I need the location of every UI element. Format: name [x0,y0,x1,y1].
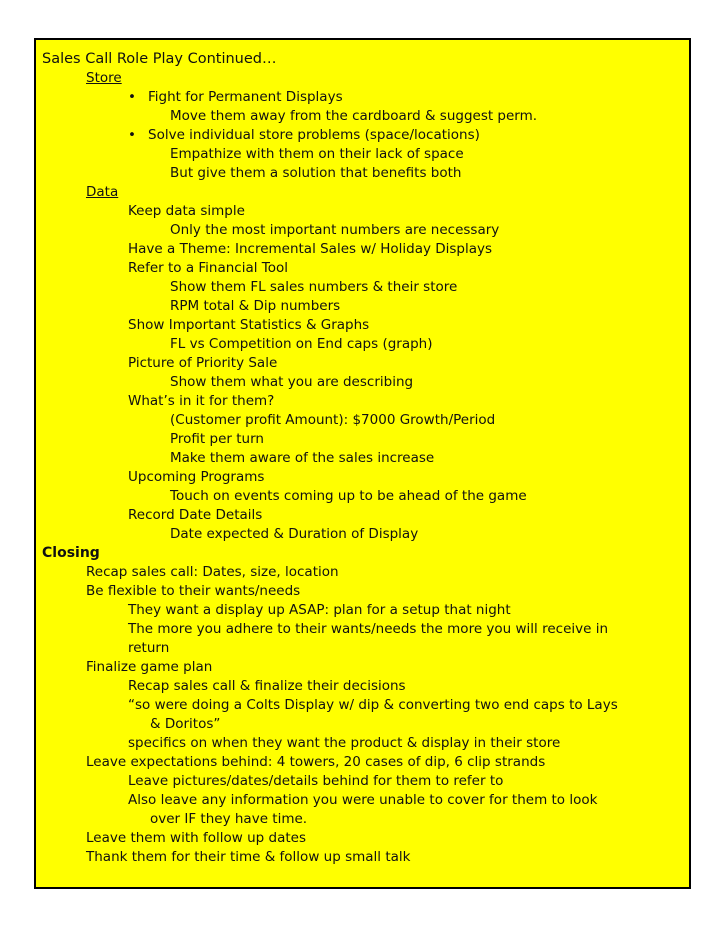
data-item: Have a Theme: Incremental Sales w/ Holiday Displays [128,241,493,257]
store-bullet-2 [42,126,689,145]
closing-item: Finalize game plan [86,659,213,675]
data-item: Date expected & Duration of Display [170,526,419,542]
data-item: Picture of Priority Sale [128,355,278,371]
data-item: Show them what you are describing [170,374,414,390]
closing-item: They want a display up ASAP: plan for a setup that night [128,602,511,618]
store-heading-text: Store [86,70,122,86]
data-item: Profit per turn [170,431,264,447]
store-bullet-1-sub: Move them away from the cardboard & suggest perm. [170,108,538,124]
closing-item: Be flexible to their wants/needs [86,583,301,599]
data-heading [42,183,689,202]
store-bullet-2-sub-2: But give them a solution that benefits both [170,165,462,181]
closing-item: over IF they have time. [150,811,308,827]
store-bullet-2-text: Solve individual store problems (space/locations) [148,127,480,143]
bullet-icon: • [128,127,136,143]
closing-item: Also leave any information you were unable to cover for them to look [128,792,598,808]
closing-item: Recap sales call & finalize their decisions [128,678,406,694]
data-item: Record Date Details [128,507,263,523]
data-item: What’s in it for them? [128,393,275,409]
data-heading-text: Data [86,184,119,200]
data-item: Show Important Statistics & Graphs [128,317,370,333]
closing-item: return [128,640,170,656]
store-bullet-1 [42,88,689,107]
store-bullet-2-sub-1: Empathize with them on their lack of space [170,146,464,162]
closing-item: Leave expectations behind: 4 towers, 20 cases of dip, 6 clip strands [86,754,546,770]
closing-item: Recap sales call: Dates, size, location [86,564,339,580]
data-item: (Customer profit Amount): $7000 Growth/Period [170,412,496,428]
bullet-icon: • [128,89,136,105]
closing-item: “so were doing a Colts Display w/ dip & converting two end caps to Lays [128,697,618,713]
data-item: Touch on events coming up to be ahead of the game [170,488,527,504]
data-item: Only the most important numbers are necessary [170,222,500,238]
closing-item: Leave them with follow up dates [86,830,306,846]
closing-item: The more you adhere to their wants/needs the more you will receive in [128,621,609,637]
data-item: Show them FL sales numbers & their store [170,279,458,295]
data-item: Keep data simple [128,203,245,219]
store-bullet-1-text: Fight for Permanent Displays [148,89,343,105]
closing-item: & Doritos” [150,716,221,732]
data-item: Make them aware of the sales increase [170,450,435,466]
store-heading [42,69,689,88]
data-item: FL vs Competition on End caps (graph) [170,336,433,352]
closing-item: specifics on when they want the product & display in their store [128,735,561,751]
closing-item: Thank them for their time & follow up small talk [86,849,411,865]
data-item: Upcoming Programs [128,469,265,485]
document-page [34,38,691,889]
data-item: Refer to a Financial Tool [128,260,289,276]
closing-item: Leave pictures/dates/details behind for them to refer to [128,773,504,789]
data-item: RPM total & Dip numbers [170,298,341,314]
closing-heading: Closing [42,545,100,561]
doc-title: Sales Call Role Play Continued… [42,51,277,67]
